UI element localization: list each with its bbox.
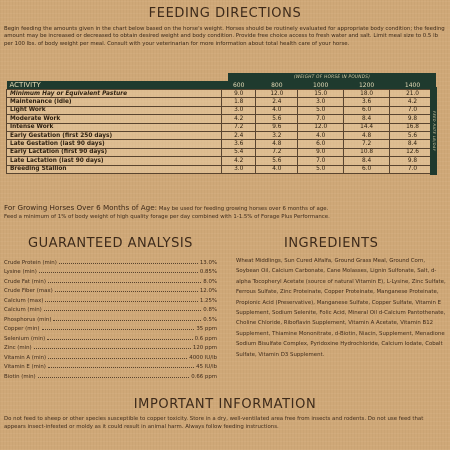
feed-amount: 7.2 <box>222 123 256 131</box>
analysis-row <box>4 313 217 323</box>
feed-amount: 9.6 <box>256 123 298 131</box>
ingredients-text: Wheat Middlings, Sun Cured Alfalfa, Ground Grass Meal, Ground Corn, Soybean Oil, Calcium Carbonate, Cane Molasses, Lignin Sulfonate, Salt, d-alpha Tocopheryl Acetate (source of natural Vitamin E), L-Lysine, Zinc Sulfate, Ferrous Sulfate, Zinc Proteinate, Copper Proteinate, Manganese Proteinate, Propionic Acid (Preservative), Manganese Sulfate, Copper Sulfate, Vitamin E Supplement, Sodium Selenite, Folic Acid, Mineral Oil d-Calcium Pantothenate, Choline Chloride, Riboflavin Supplement, Vitamin A Acetate, Vitamin B12 Supplement, Thiamine Mononitrate, d-Biotin, Niacin, Supplement, Menadione Sodium Bisulfate Complex, Pyridoxine Hydrochloride, Calcium Iodate, Cobalt Sulfate, Vitamin D3 Supplement. <box>236 258 446 358</box>
nutrient-value: 0.85% <box>199 269 217 275</box>
growing-horses-note <box>4 204 446 221</box>
activity-label: Late Lactation (last 90 days) <box>7 157 222 165</box>
weight-col: 800 <box>256 81 298 90</box>
dot-leader <box>53 320 201 321</box>
nutrient-name: Biotin (min) <box>4 373 36 380</box>
feed-amount: 21.0 <box>390 90 436 98</box>
feed-row <box>7 90 436 98</box>
nutrient-value: 0.8% <box>203 307 217 313</box>
nutrient-value: 13.0% <box>199 259 217 266</box>
nutrient-name: Phosphorus (min) <box>4 316 52 323</box>
weight-col: 1000 <box>298 81 344 90</box>
feed-amount: 5.6 <box>390 131 436 139</box>
nutrient-name: Lysine (min) <box>4 269 37 275</box>
analysis-row <box>4 266 217 276</box>
nutrient-value: 1.25% <box>199 297 217 304</box>
feed-amount: 5.0 <box>298 165 344 173</box>
feed-amount: 9.8 <box>390 157 436 165</box>
nutrient-value: 8.0% <box>203 278 217 285</box>
nutrient-value: 45 IU/lb <box>196 364 217 370</box>
feed-amount: 8.4 <box>344 157 390 165</box>
feed-amount: 14.4 <box>344 123 390 131</box>
feed-amount: 4.8 <box>256 140 298 148</box>
feed-row <box>7 157 436 165</box>
feed-amount: 9.0 <box>298 148 344 156</box>
feed-amount: 3.6 <box>222 140 256 148</box>
feed-amount: 8.4 <box>390 140 436 148</box>
weight-col: 600 <box>222 81 256 90</box>
feed-amount: 15.0 <box>298 90 344 98</box>
nutrient-value: 0.66 ppm <box>191 373 217 380</box>
activity-label: Breeding Stallion <box>7 165 222 173</box>
feed-row <box>7 131 436 139</box>
dot-leader <box>42 329 195 330</box>
feed-amount: 6.0 <box>344 106 390 114</box>
dot-leader <box>34 348 191 349</box>
activity-label: Minimum Hay or Equivalent Pasture <box>7 90 222 98</box>
feed-amount: 7.2 <box>344 140 390 148</box>
feed-amount: 3.0 <box>222 106 256 114</box>
feed-amount: 4.2 <box>390 98 436 106</box>
activity-label: Late Gestation (last 90 days) <box>7 140 222 148</box>
nutrient-name: Copper (min) <box>4 326 40 332</box>
feed-amount: 3.6 <box>344 98 390 106</box>
nutrient-name: Calcium (max) <box>4 297 44 304</box>
dot-leader <box>59 263 198 264</box>
feed-amount: 5.6 <box>256 115 298 123</box>
feed-amount: 6.0 <box>344 165 390 173</box>
nutrient-name: Selenium (min) <box>4 335 46 342</box>
dot-leader <box>55 291 198 292</box>
feed-amount: 4.2 <box>222 115 256 123</box>
feed-amount: 12.0 <box>256 90 298 98</box>
analysis-row <box>4 256 217 266</box>
feed-amount: 3.0 <box>298 98 344 106</box>
feed-amount: 4.2 <box>222 157 256 165</box>
feed-amount: 8.4 <box>344 115 390 123</box>
feed-amount: 2.4 <box>256 98 298 106</box>
analysis-row <box>4 323 217 333</box>
dot-leader <box>48 282 201 283</box>
ingredients-title: INGREDIENTS <box>284 236 379 251</box>
dot-leader <box>38 377 190 378</box>
analysis-list <box>4 256 217 380</box>
feed-amount: 5.4 <box>222 148 256 156</box>
feed-row <box>7 115 436 123</box>
activity-label: Early Gestation (first 250 days) <box>7 131 222 139</box>
feed-row <box>7 140 436 148</box>
feed-rate-side-label: FEED RATE LB/DAY <box>430 87 437 175</box>
nutrient-value: 12.0% <box>199 288 217 294</box>
dot-leader <box>44 310 202 311</box>
feed-amount: 1.8 <box>222 98 256 106</box>
guaranteed-analysis-title: GUARANTEED ANALYSIS <box>28 236 193 251</box>
feed-amount: 7.0 <box>298 157 344 165</box>
nutrient-name: Zinc (min) <box>4 345 32 351</box>
nutrient-name: Vitamin E (min) <box>4 364 46 370</box>
nutrient-name: Calcium (min) <box>4 307 42 313</box>
feeding-directions-title: FEEDING DIRECTIONS <box>148 6 302 21</box>
analysis-row <box>4 285 217 295</box>
important-info-title: IMPORTANT INFORMATION <box>133 397 317 412</box>
feed-amount: 7.0 <box>390 165 436 173</box>
analysis-row <box>4 332 217 342</box>
feed-row <box>7 165 436 173</box>
analysis-row <box>4 275 217 285</box>
feed-amount: 9.8 <box>390 115 436 123</box>
feed-rate-table <box>6 81 436 174</box>
feed-amount: 4.0 <box>256 106 298 114</box>
feed-amount: 18.0 <box>344 90 390 98</box>
nutrient-name: Crude Fat (min) <box>4 278 46 285</box>
feed-row <box>7 106 436 114</box>
feed-amount: 9.0 <box>222 90 256 98</box>
feed-amount: 4.8 <box>344 131 390 139</box>
dot-leader <box>39 272 198 273</box>
feed-amount: 10.8 <box>344 148 390 156</box>
feeding-intro: Begin feeding the amounts given in the chart below based on the horse's weight. Horses should be routinely evaluated for appropriate body condition; the feeding amount may be increased or decreased to obtain desired weight and body condition. Provide free choice access to fresh water and salt. Limit meal size to 0.5 lb per 100 lbs. of body weight per meal. Consult with your veterinarian for more information about total health care of your horse. <box>4 26 445 47</box>
weight-col: 1400 <box>390 81 436 90</box>
nutrient-name: Crude Protein (min) <box>4 259 57 266</box>
growing-line1: May be used for feeding growing horses over 6 months of age. <box>157 206 329 212</box>
weight-header: (WEIGHT OF HORSE IN POUNDS) <box>228 73 436 81</box>
analysis-row <box>4 351 217 361</box>
nutrient-name: Crude Fiber (max) <box>4 288 53 294</box>
nutrient-value: 0.5% <box>203 316 217 323</box>
analysis-row <box>4 370 217 380</box>
feed-amount: 12.0 <box>298 123 344 131</box>
analysis-row <box>4 304 217 314</box>
activity-label: Maintenance (Idle) <box>7 98 222 106</box>
feed-amount: 2.4 <box>222 131 256 139</box>
feed-amount: 7.0 <box>298 115 344 123</box>
analysis-row <box>4 342 217 352</box>
growing-line2: Feed a minimum of 1% of body weight of high quality forage per day combined with 1-1.5% of Forage Plus Performance. <box>4 213 330 220</box>
nutrient-value: 35 ppm <box>196 326 217 332</box>
feed-amount: 5.6 <box>256 157 298 165</box>
feed-amount: 7.0 <box>390 106 436 114</box>
feed-amount: 4.0 <box>256 165 298 173</box>
feed-row <box>7 148 436 156</box>
nutrient-value: 4000 IU/lb <box>189 354 217 361</box>
feed-row <box>7 98 436 106</box>
nutrient-name: Vitamin A (min) <box>4 354 47 361</box>
feed-amount: 16.8 <box>390 123 436 131</box>
feed-amount: 3.0 <box>222 165 256 173</box>
feed-amount: 3.2 <box>256 131 298 139</box>
analysis-row <box>4 294 217 304</box>
nutrient-value: 0.6 ppm <box>194 335 217 342</box>
activity-label: Intense Work <box>7 123 222 131</box>
feed-amount: 12.6 <box>390 148 436 156</box>
activity-label: Early Lactation (first 90 days) <box>7 148 222 156</box>
dot-leader <box>48 358 187 359</box>
feed-amount: 7.2 <box>256 148 298 156</box>
feed-amount: 5.0 <box>298 106 344 114</box>
activity-label: Light Work <box>7 106 222 114</box>
weight-col: 1200 <box>344 81 390 90</box>
activity-label: Moderate Work <box>7 115 222 123</box>
dot-leader <box>48 367 194 368</box>
feed-amount: 6.0 <box>298 140 344 148</box>
feed-amount: 4.0 <box>298 131 344 139</box>
feed-row <box>7 123 436 131</box>
important-info-text: Do not feed to sheep or other species susceptible to copper toxicity. Store in a dry, well-ventilated area free from insects and rodents. Do not use feed that appears insect-infested or moldy as it could result in animal harm. Always follow feeding instructions. <box>4 416 424 430</box>
analysis-row <box>4 361 217 371</box>
dot-leader <box>47 339 192 340</box>
growing-heading: For Growing Horses Over 6 Months of Age: <box>4 203 158 212</box>
nutrient-value: 120 ppm <box>192 345 217 351</box>
dot-leader <box>45 301 198 302</box>
activity-header: ACTIVITY <box>7 81 222 90</box>
